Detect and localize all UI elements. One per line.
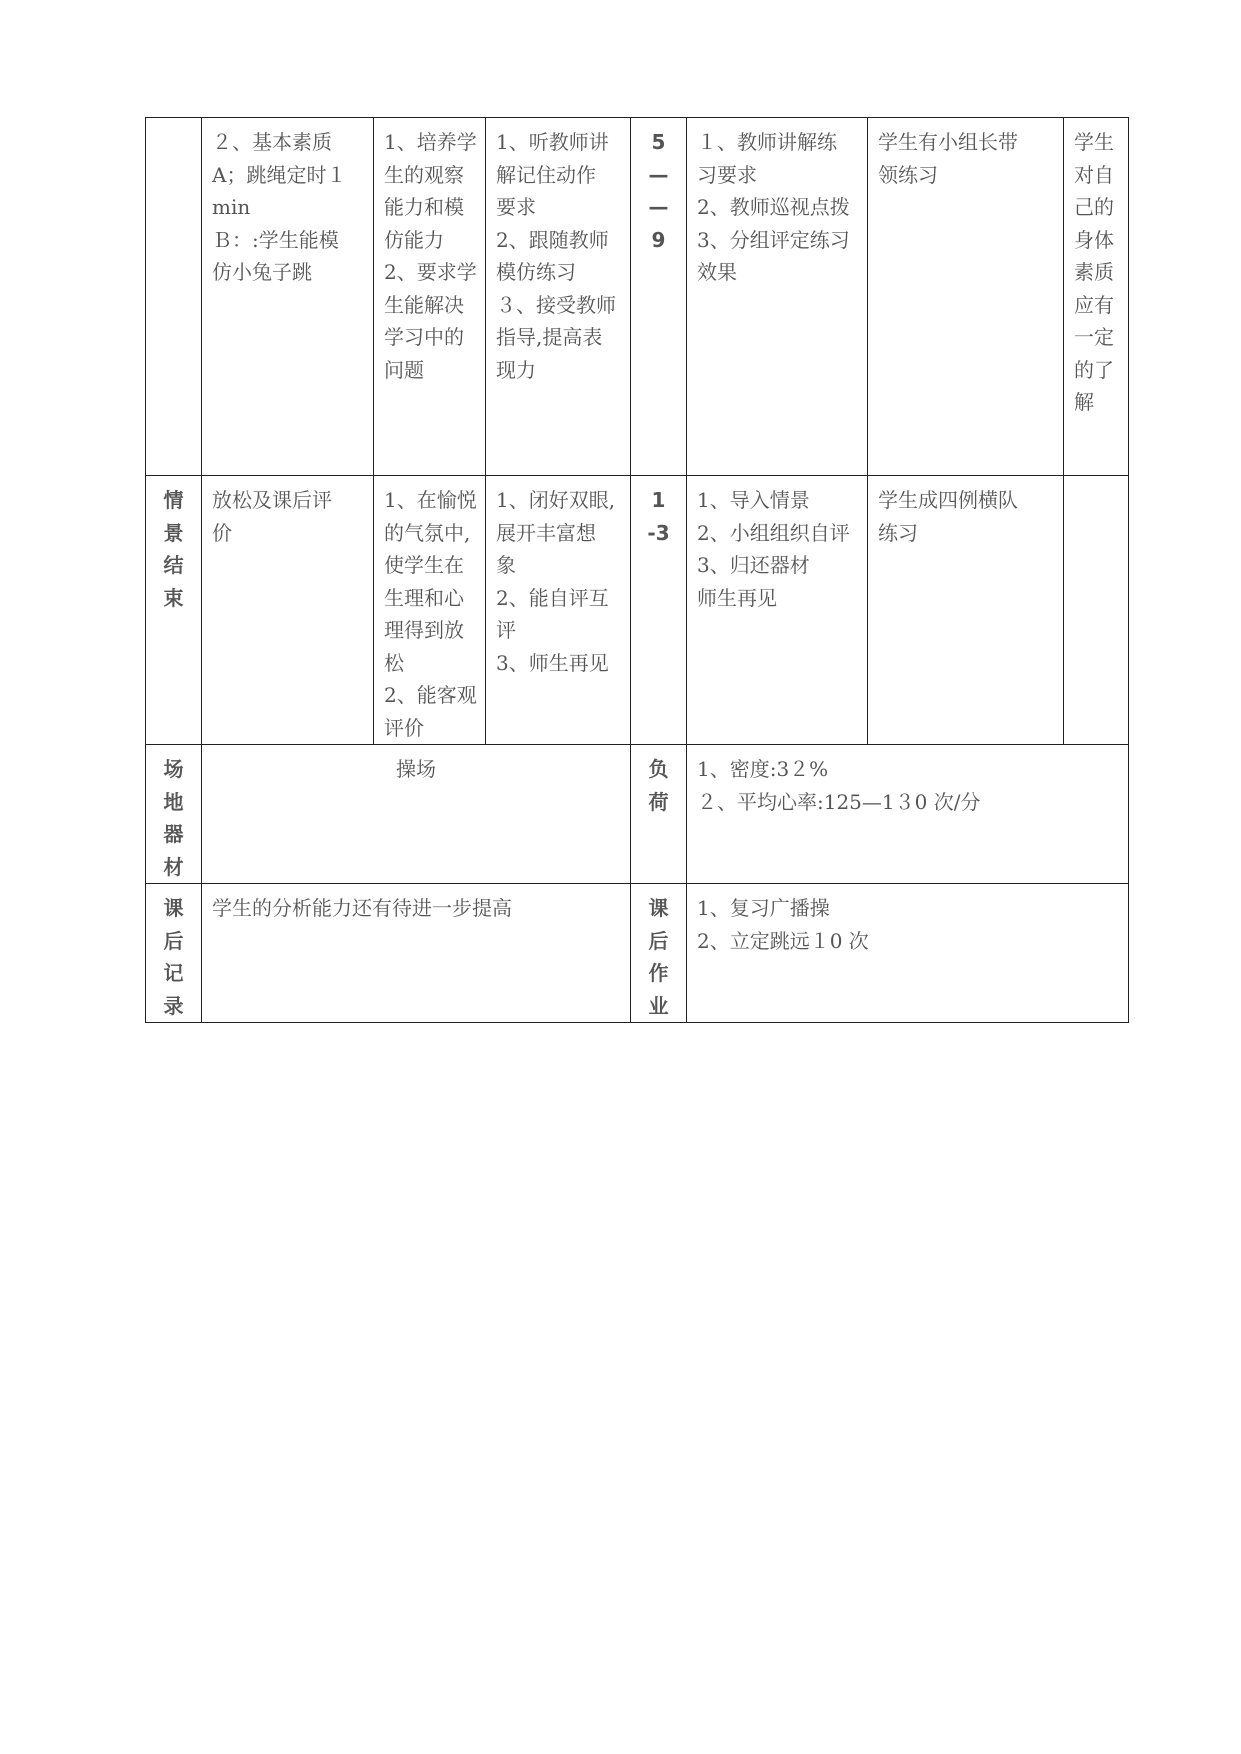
content-cell <box>202 476 374 745</box>
table-row-venue <box>146 745 1129 884</box>
organization-cell <box>868 118 1064 476</box>
homework-label-cell <box>631 884 687 1023</box>
content-line: Ｂ：:学生能模 <box>212 227 339 252</box>
load-line: ２、平均心率:125—1３0 次/分 <box>697 789 981 814</box>
teacher-line: １、教师讲解练 <box>697 130 837 154</box>
content-line: 价 <box>212 520 232 545</box>
goals-cell <box>374 118 486 476</box>
label-char: 后 <box>648 928 669 953</box>
goals-line: 能力和模 <box>384 195 464 219</box>
student-line: 展开丰富想 <box>496 520 596 545</box>
homework-line: 1、复习广播操 <box>697 896 830 920</box>
goals-line: 评价 <box>384 715 424 740</box>
student-line: 要求 <box>496 195 536 219</box>
label-char: 负 <box>648 757 669 781</box>
goals-line: 的气氛中, <box>384 520 471 545</box>
teacher-activity-cell <box>687 118 868 476</box>
student-line: 模仿练习 <box>496 260 576 284</box>
table-row-basic-quality <box>146 118 1129 476</box>
student-line: 解记住动作 <box>496 162 596 187</box>
notes-line: 身体 <box>1074 227 1114 252</box>
organization-line: 学生成四例横队 <box>878 488 1018 512</box>
notes-line: 学生 <box>1074 130 1114 154</box>
label-char: 结 <box>163 553 184 577</box>
notes-line: 应有 <box>1074 292 1114 317</box>
record-value: 学生的分析能力还有待进一步提高 <box>212 896 512 920</box>
notes-line: 解 <box>1074 390 1094 414</box>
label-char: 作 <box>648 961 669 985</box>
load-value-cell <box>687 745 1129 884</box>
teacher-line: 习要求 <box>697 162 757 187</box>
time-line: 1 <box>651 488 666 512</box>
label-char: 束 <box>163 585 184 610</box>
student-line: 3、师生再见 <box>496 650 609 675</box>
label-char: 景 <box>163 520 184 545</box>
content-line: ２、基本素质 <box>212 130 332 154</box>
time-cell <box>631 476 687 745</box>
goals-line: 仿能力 <box>384 227 444 252</box>
homework-value-cell <box>687 884 1129 1023</box>
label-char: 场 <box>163 757 184 781</box>
time-line: -3 <box>647 520 670 545</box>
goals-line: 1、培养学 <box>384 130 477 154</box>
label-char: 荷 <box>648 789 669 814</box>
organization-line: 学生有小组长带 <box>878 130 1018 154</box>
label-char: 器 <box>163 822 184 846</box>
organization-line: 练习 <box>878 520 918 545</box>
student-line: 2、跟随教师 <box>496 227 609 252</box>
label-char: 材 <box>163 854 184 879</box>
load-line: 1、密度:3２% <box>697 757 829 781</box>
content-line: 仿小兔子跳 <box>212 260 312 284</box>
goals-line: 使学生在 <box>384 553 464 577</box>
row-label-venue <box>146 745 202 884</box>
goals-line: 2、能客观 <box>384 683 477 707</box>
student-activity-cell <box>486 118 631 476</box>
teacher-line: 3、分组评定练习 <box>697 227 850 252</box>
goals-line: 生理和心 <box>384 585 464 610</box>
table-row-scene-ending <box>146 476 1129 745</box>
goals-line: 问题 <box>384 357 424 382</box>
content-line: A；跳绳定时１ <box>212 162 347 187</box>
time-line: — <box>648 162 669 187</box>
notes-line: 对自 <box>1074 162 1114 187</box>
student-line: 指导,提高表 <box>496 325 603 349</box>
label-char: 地 <box>163 789 184 814</box>
goals-line: 松 <box>384 650 404 675</box>
content-cell <box>202 118 374 476</box>
student-line: 现力 <box>496 357 536 382</box>
student-line: 1、听教师讲 <box>496 130 609 154</box>
student-line: 评 <box>496 618 516 642</box>
organization-line: 领练习 <box>878 162 938 187</box>
label-char: 录 <box>163 993 184 1018</box>
row-label-empty <box>146 118 202 476</box>
teacher-line: 2、教师巡视点拨 <box>697 195 850 219</box>
student-activity-cell <box>486 476 631 745</box>
label-char: 课 <box>163 896 184 920</box>
goals-line: 生的观察 <box>384 162 464 187</box>
content-line: min <box>212 195 251 219</box>
goals-cell <box>374 476 486 745</box>
goals-line: 理得到放 <box>384 618 464 642</box>
teacher-line: 2、小组组织自评 <box>697 520 850 545</box>
time-line: 5 <box>651 130 666 154</box>
student-line: ３、接受教师 <box>496 292 616 317</box>
notes-cell <box>1064 476 1129 745</box>
goals-line: 生能解决 <box>384 292 464 317</box>
homework-line: 2、立定跳远１0 次 <box>697 928 869 953</box>
label-char: 课 <box>648 896 669 920</box>
teacher-activity-cell <box>687 476 868 745</box>
label-char: 业 <box>648 993 669 1018</box>
goals-line: 1、在愉悦 <box>384 488 477 512</box>
teacher-line: 师生再见 <box>697 585 777 610</box>
venue-value-cell <box>202 745 631 884</box>
label-char: 记 <box>163 961 184 985</box>
time-cell <box>631 118 687 476</box>
content-line: 放松及课后评 <box>212 488 332 512</box>
student-line: 1、闭好双眼, <box>496 488 616 512</box>
student-line: 2、能自评互 <box>496 585 609 610</box>
lesson-plan-table <box>145 117 1129 1023</box>
load-label-cell <box>631 745 687 884</box>
row-label-record <box>146 884 202 1023</box>
notes-line: 素质 <box>1074 260 1114 284</box>
record-value-cell <box>202 884 631 1023</box>
table-row-record <box>146 884 1129 1023</box>
student-line: 象 <box>496 553 516 577</box>
notes-line: 一定 <box>1074 325 1114 349</box>
time-line: — <box>648 195 669 219</box>
label-char: 情 <box>163 488 184 512</box>
row-label-scene-ending <box>146 476 202 745</box>
teacher-line: 效果 <box>697 260 737 284</box>
notes-line: 的了 <box>1074 357 1114 382</box>
goals-line: 学习中的 <box>384 325 464 349</box>
teacher-line: 1、导入情景 <box>697 488 810 512</box>
notes-line: 己的 <box>1074 195 1114 219</box>
organization-cell <box>868 476 1064 745</box>
venue-value: 操场 <box>396 757 436 781</box>
time-line: 9 <box>651 227 666 252</box>
notes-cell <box>1064 118 1129 476</box>
teacher-line: 3、归还器材 <box>697 553 810 577</box>
goals-line: 2、要求学 <box>384 260 477 284</box>
label-char: 后 <box>163 928 184 953</box>
